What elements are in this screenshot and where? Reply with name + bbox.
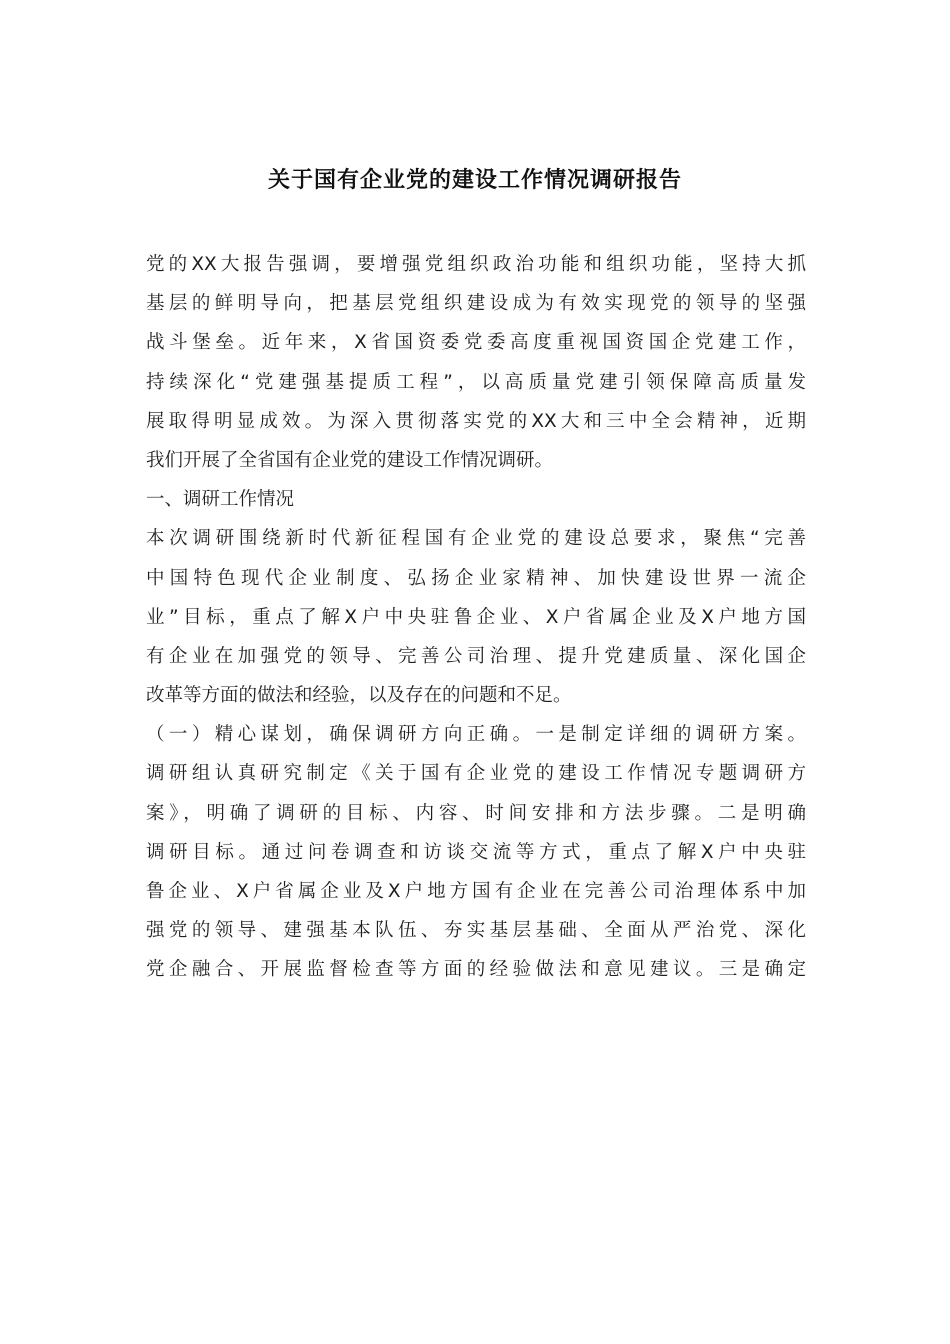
- text-line: 中国特色现代企业制度、弘扬企业家精神、加快建设世界一流企: [146, 567, 806, 589]
- text-line: 本次调研围绕新时代新征程国有企业党的建设总要求，聚焦“完善: [146, 528, 806, 550]
- paragraph-overview: [146, 519, 806, 715]
- document-body: [146, 245, 806, 990]
- section-heading-text: 一、调研工作情况: [146, 489, 295, 511]
- text-line: 调研组认真研究制定《关于国有企业党的建设工作情况专题调研方: [146, 763, 806, 785]
- text-line: 党的XX大报告强调，要增强党组织政治功能和组织功能，坚持大抓: [146, 254, 806, 275]
- text-line: 案》，明确了调研的目标、内容、时间安排和方法步骤。二是明确: [146, 802, 806, 824]
- document-title: 关于国有企业党的建设工作情况调研报告: [267, 167, 682, 193]
- text-line: 展取得明显成效。为深入贯彻落实党的XX大和三中全会精神，近期: [146, 410, 806, 432]
- text-line: 战斗堡垒。近年来，X省国资委党委高度重视国资国企党建工作，: [146, 332, 806, 354]
- text-line: 持续深化“党建强基提质工程”，以高质量党建引领保障高质量发: [146, 371, 806, 393]
- section-heading: [146, 480, 806, 519]
- text-line: 调研目标。通过问卷调查和访谈交流等方式，重点了解X户中央驻: [146, 841, 806, 863]
- paragraph-intro: [146, 245, 806, 480]
- paragraph-planning: [146, 715, 806, 989]
- text-line: 强党的领导、建强基本队伍、夯实基层基础、全面从严治党、深化: [146, 920, 806, 942]
- text-line: 我们开展了全省国有企业党的建设工作情况调研。: [146, 449, 554, 471]
- text-line: 鲁企业、X户省属企业及X户地方国有企业在完善公司治理体系中加: [146, 881, 806, 902]
- text-line: （一）精心谋划，确保调研方向正确。一是制定详细的调研方案。: [146, 724, 806, 746]
- text-line: 业”目标，重点了解X户中央驻鲁企业、X户省属企业及X户地方国: [146, 606, 806, 628]
- text-line: 有企业在加强党的领导、完善公司治理、提升党建质量、深化国企: [146, 645, 806, 667]
- text-line: 基层的鲜明导向，把基层党组织建设成为有效实现党的领导的坚强: [146, 293, 806, 315]
- text-line: 改革等方面的做法和经验，以及存在的问题和不足。: [146, 685, 572, 707]
- text-line: 党企融合、开展监督检查等方面的经验做法和意见建议。三是确定: [146, 959, 806, 981]
